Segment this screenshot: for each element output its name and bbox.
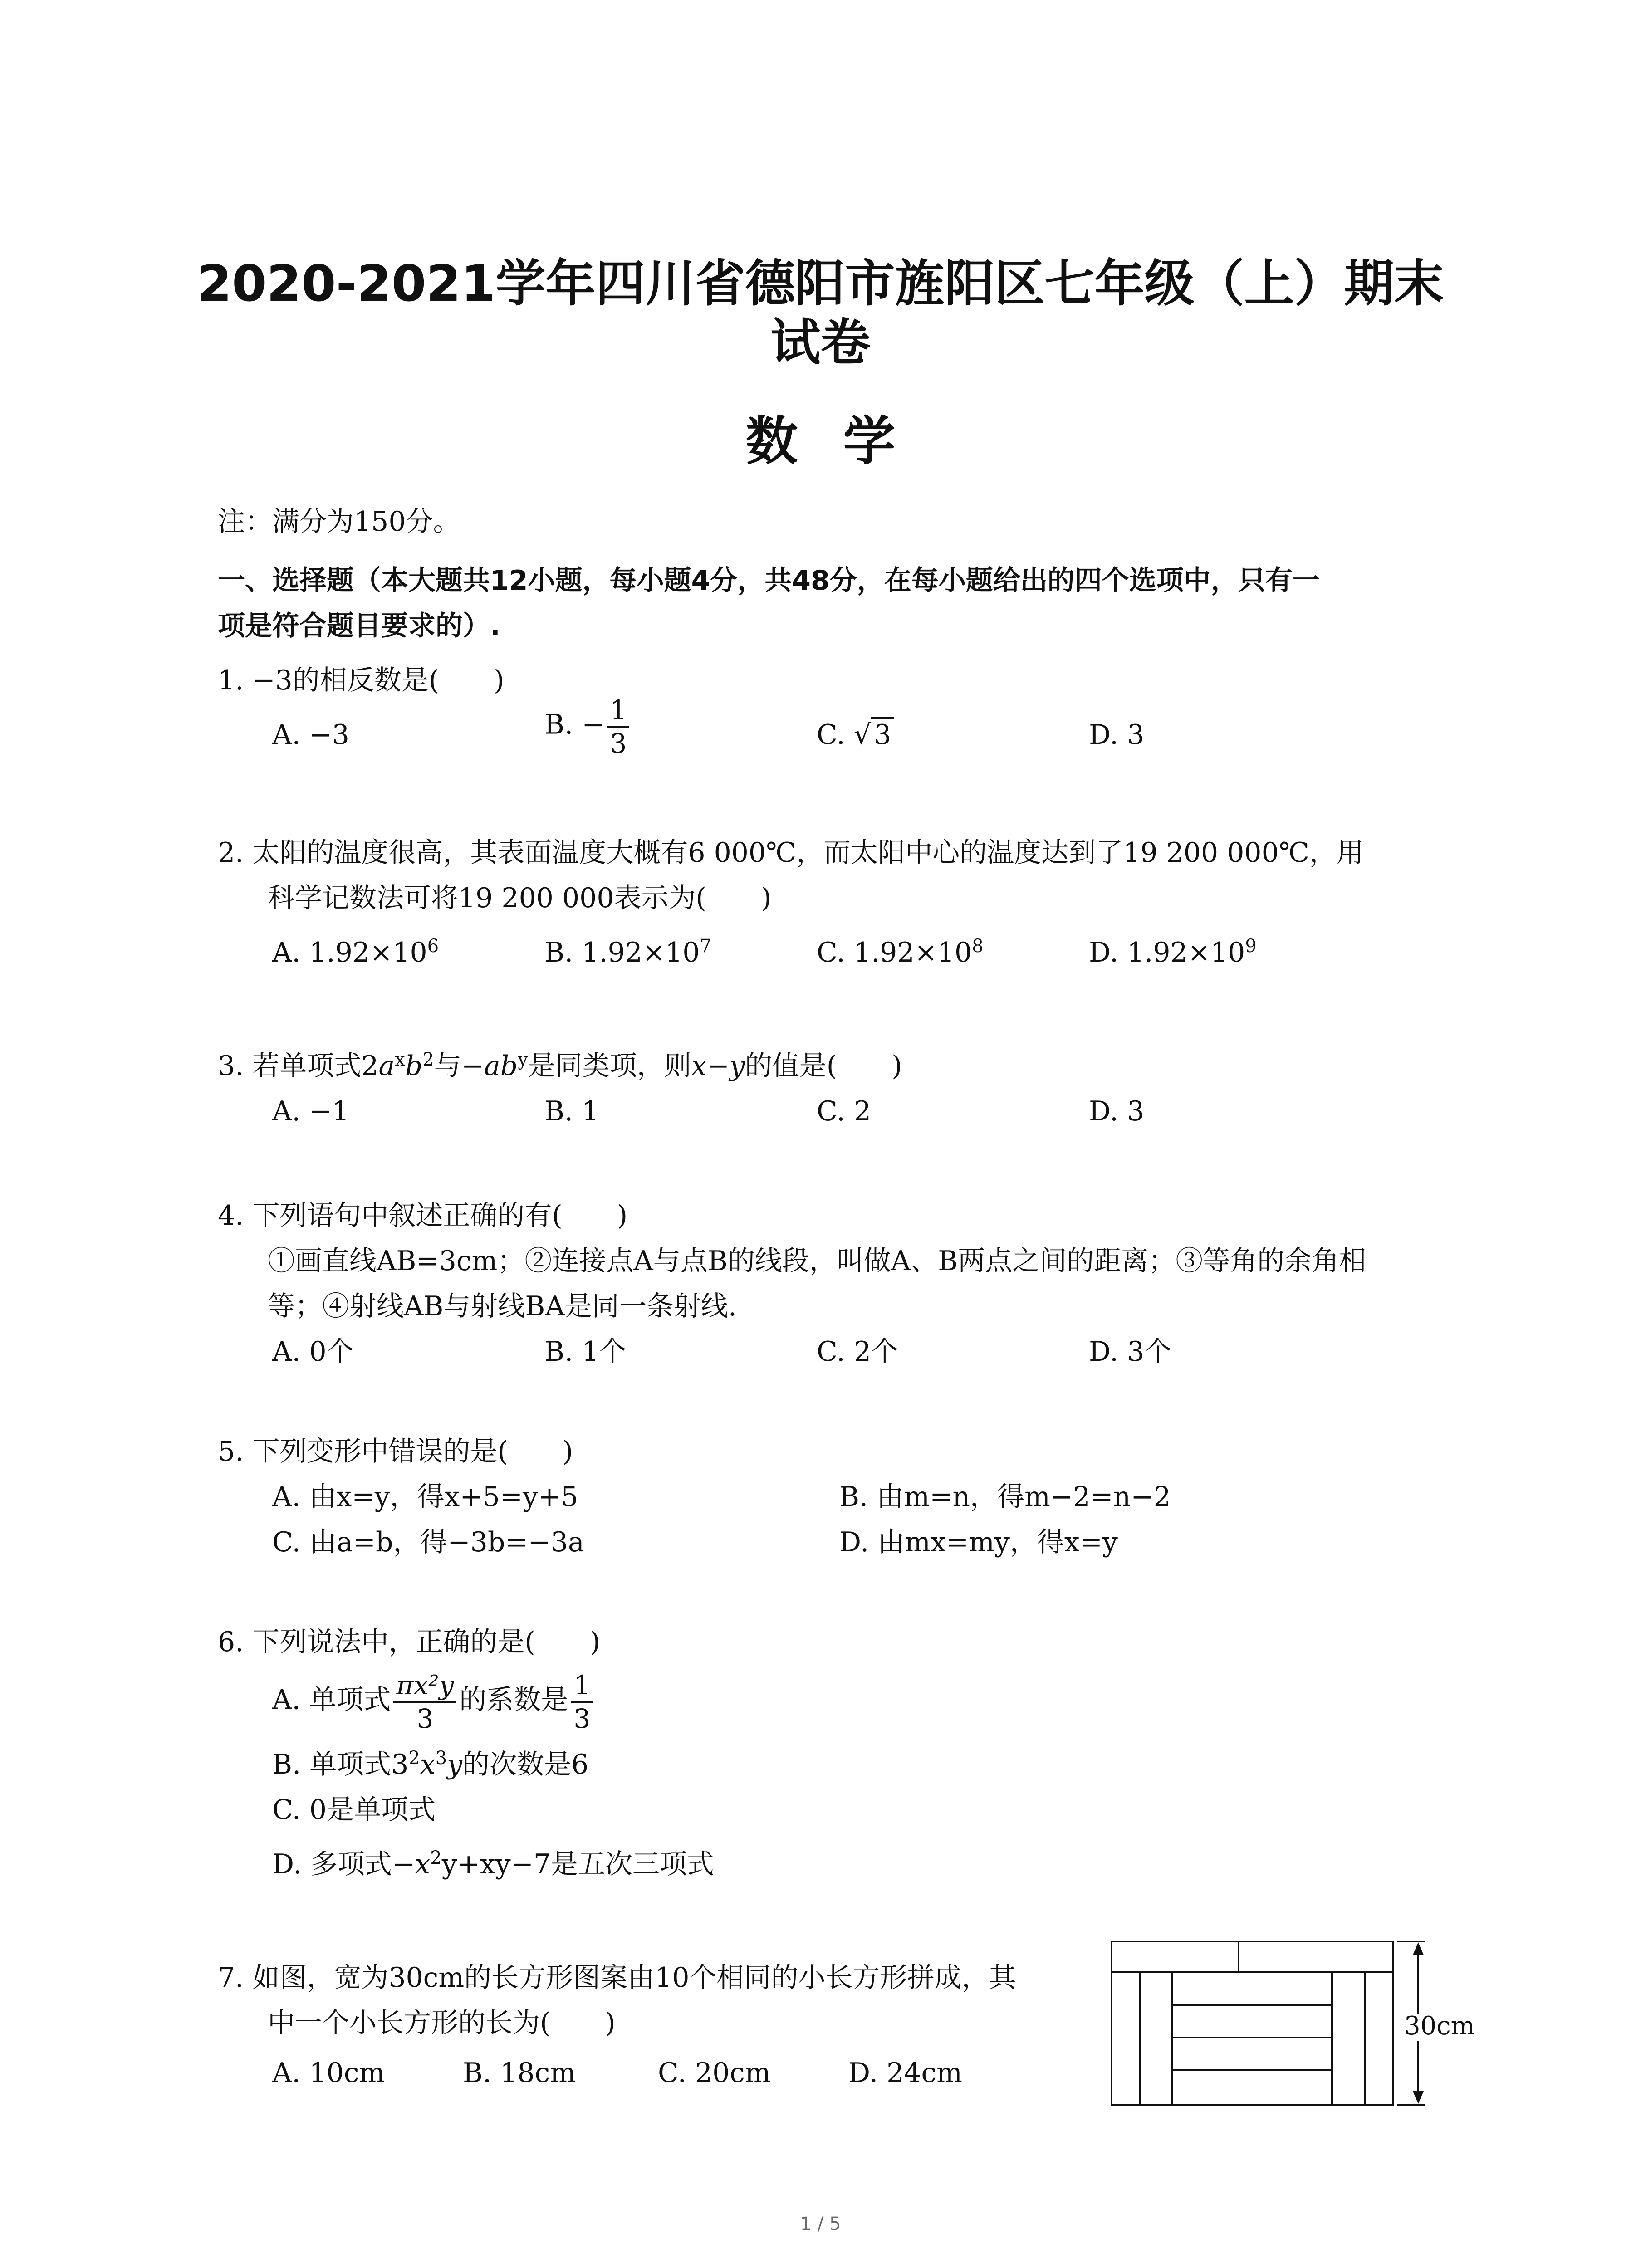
q6-option-a-numerator1: πx²y	[393, 1669, 456, 1703]
q6-option-d-part-b: y+xy−7是五次三项式	[441, 1848, 715, 1880]
q2-stem-line1: 2. 太阳的温度很高，其表面温度大概有6 000℃，而太阳中心的温度达到了19 200 000℃，用	[218, 837, 1364, 869]
q3-stem-part-d: 的值是( )	[745, 1050, 902, 1082]
q5-option-c: C. 由a=b，得−3b=−3a	[272, 1526, 584, 1558]
q4-statement-line1: ①画直线AB=3cm；②连接点A与点B的线段，叫做A、B两点之间的距离；③等角的余角相	[268, 1245, 1367, 1277]
q6-option-a-denominator1: 3	[416, 1703, 434, 1734]
section1-heading-line2: 项是符合题目要求的）.	[218, 610, 500, 642]
q6-option-b-exp1: 2	[408, 1748, 420, 1769]
q2-option-a-base: A. 1.92×10	[272, 937, 427, 968]
q4-statement-line2: 等；④射线AB与射线BA是同一条射线.	[268, 1290, 737, 1322]
page-number: 1 / 5	[800, 2214, 841, 2234]
q6-option-b	[272, 1746, 588, 1783]
q3-exp-2: 2	[422, 1049, 434, 1070]
q7-figure-svg	[1107, 1937, 1488, 2118]
q7-stem-line1: 7. 如图，宽为30cm的长方形图案由10个相同的小长方形拼成，其	[218, 1962, 1016, 1994]
q6-option-d-var-x: x	[415, 1848, 431, 1880]
section1-heading-line1: 一、选择题（本大题共12小题，每小题4分，共48分，在每小题给出的四个选项中，只有一	[218, 565, 1320, 596]
q4-stem: 4. 下列语句中叙述正确的有( )	[218, 1200, 628, 1232]
q3-stem-part-c: 是同类项，则	[528, 1050, 691, 1082]
q1-option-c-radicand: 3	[871, 717, 894, 751]
q3-option-d: D. 3	[1089, 1095, 1145, 1127]
q6-option-a-denominator2: 3	[573, 1703, 591, 1734]
q3-option-a: A. −1	[272, 1095, 349, 1127]
q1-option-b-fraction	[607, 694, 630, 759]
q5-option-b: B. 由m=n，得m−2=n−2	[839, 1481, 1171, 1513]
q4-option-c: C. 2个	[817, 1336, 899, 1368]
q6-option-a-fraction2	[571, 1669, 593, 1735]
subject-heading: 数学	[745, 411, 941, 472]
q7-option-d: D. 24cm	[848, 2057, 962, 2089]
q5-option-d: D. 由mx=my，得x=y	[839, 1526, 1118, 1558]
q6-option-b-part-b: 的次数是6	[462, 1749, 589, 1780]
q6-option-d	[272, 1846, 714, 1882]
q6-option-a-prefix: A. 单项式	[272, 1684, 391, 1716]
q1-option-c-prefix: C.	[817, 719, 854, 751]
q4-option-d: D. 3个	[1089, 1336, 1172, 1368]
q2-option-d-exponent: 9	[1245, 936, 1257, 957]
q2-option-c-base: C. 1.92×10	[817, 937, 972, 968]
q2-option-d-base: D. 1.92×10	[1089, 937, 1245, 968]
q1-option-d: D. 3	[1089, 719, 1145, 751]
q7-option-c: C. 20cm	[658, 2057, 771, 2089]
sqrt-icon: √	[853, 719, 872, 751]
q3-var-ab: ab	[484, 1050, 518, 1082]
q6-option-d-exp: 2	[430, 1848, 442, 1868]
q7-option-a: A. 10cm	[272, 2057, 385, 2089]
q6-option-a-fraction1	[393, 1669, 456, 1735]
q7-rectangle-figure	[1107, 1937, 1488, 2120]
q1-stem: 1. −3的相反数是( )	[218, 665, 505, 696]
arrow-up-icon	[1413, 1942, 1424, 1955]
q3-var-a: a	[378, 1050, 395, 1082]
q6-option-a-numerator2: 1	[571, 1669, 593, 1703]
q1-option-c	[817, 717, 894, 753]
q2-option-a-exponent: 6	[427, 936, 439, 957]
arrow-down-icon	[1413, 2091, 1424, 2104]
q2-option-c-exponent: 8	[972, 936, 984, 957]
exam-title-line2: 试卷	[770, 313, 871, 371]
q6-option-a-mid: 的系数是	[459, 1684, 568, 1716]
q1-option-a: A. −3	[272, 719, 349, 751]
q4-option-b: B. 1个	[544, 1336, 627, 1368]
q3-option-c: C. 2	[817, 1095, 872, 1127]
q6-option-b-var-y: y	[447, 1749, 463, 1780]
q6-option-c: C. 0是单项式	[272, 1794, 436, 1826]
q6-option-b-exp2: 3	[435, 1748, 447, 1769]
q3-stem	[218, 1048, 902, 1084]
q4-option-a: A. 0个	[272, 1336, 354, 1368]
q3-var-xy: x−y	[691, 1050, 745, 1082]
q2-option-b	[544, 934, 711, 971]
q5-option-a: A. 由x=y，得x+5=y+5	[272, 1481, 578, 1513]
q5-stem: 5. 下列变形中错误的是( )	[218, 1436, 573, 1467]
q3-option-b: B. 1	[544, 1095, 599, 1127]
q2-option-b-base: B. 1.92×10	[544, 937, 700, 968]
q6-stem: 6. 下列说法中，正确的是( )	[218, 1626, 601, 1658]
q2-option-d	[1089, 934, 1257, 971]
q2-stem-line2: 科学记数法可将19 200 000表示为( )	[268, 882, 772, 914]
q2-option-c	[817, 934, 984, 971]
q6-option-a	[272, 1669, 596, 1735]
q3-stem-part-b: 与−	[434, 1050, 484, 1082]
q1-option-b-prefix: B. −	[544, 709, 605, 741]
q3-exp-x: x	[395, 1049, 405, 1070]
q6-option-b-part-a: B. 单项式3	[272, 1749, 409, 1780]
q3-stem-part-a: 3. 若单项式2	[218, 1050, 379, 1082]
q7-stem-line2: 中一个小长方形的长为( )	[268, 2007, 616, 2039]
q7-option-b: B. 18cm	[463, 2057, 576, 2089]
q2-option-b-exponent: 7	[700, 936, 711, 957]
exam-title-line1: 2020-2021学年四川省德阳市旌阳区七年级（上）期末	[197, 254, 1444, 313]
score-note: 注：满分为150分。	[218, 506, 460, 538]
q1-option-b-numerator: 1	[607, 694, 630, 728]
q6-option-d-part-a: D. 多项式−	[272, 1848, 415, 1880]
q3-var-b: b	[405, 1050, 423, 1082]
q1-option-b	[544, 694, 632, 759]
q6-option-b-var-x: x	[420, 1749, 436, 1780]
q1-option-b-denominator: 3	[610, 728, 627, 759]
q3-exp-y: y	[518, 1049, 528, 1070]
q2-option-a	[272, 934, 439, 971]
q7-figure-label: 30cm	[1404, 2011, 1475, 2041]
